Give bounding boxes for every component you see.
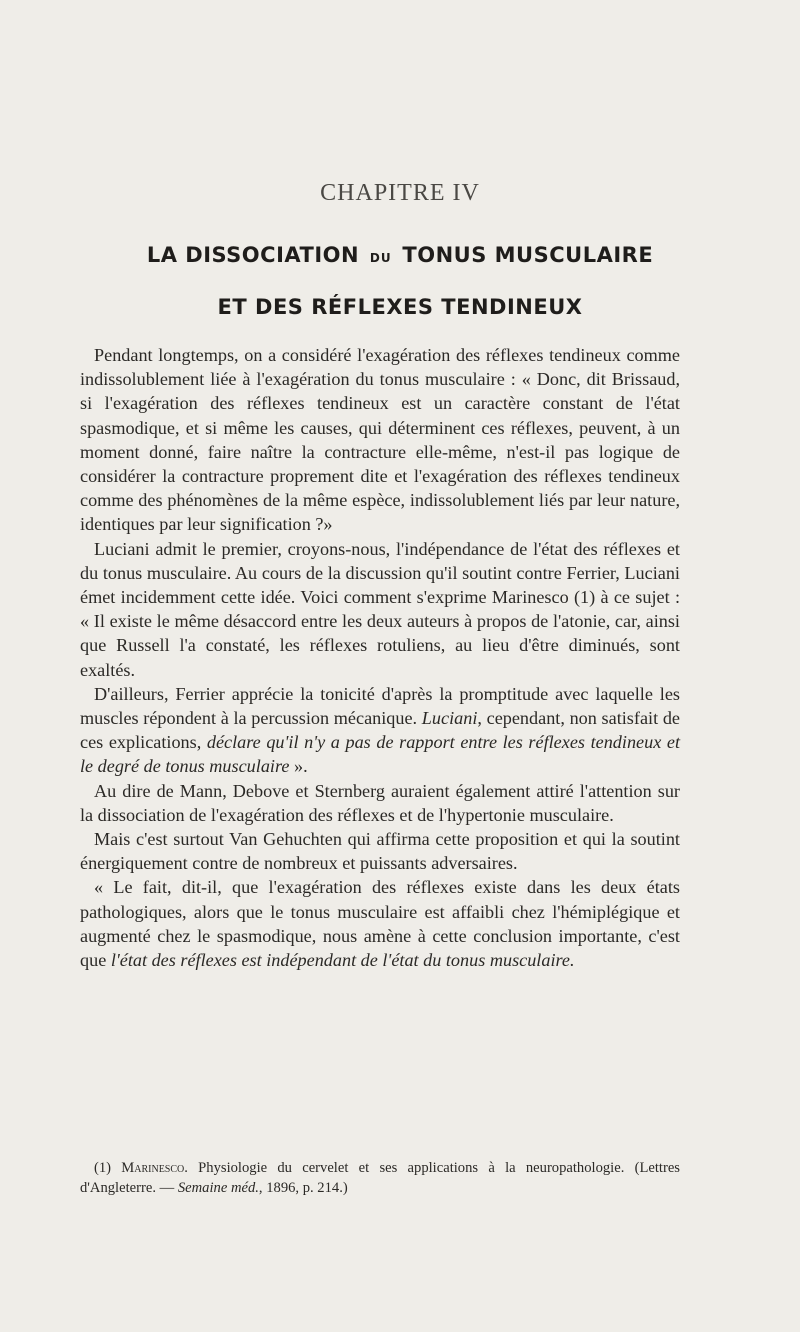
paragraph-3-italic-b: déclare qu'il n'y a pas de rapport entre les réflexes tendineux et le degré de tonus musculaire <box>80 732 681 777</box>
footnote-author: Marinesco <box>121 1160 185 1176</box>
paragraph-3-part-a: D'ailleurs, Ferrier apprécie la tonicité d'après la promptitude avec laquelle les muscles répondent à la percussion mécanique. <box>80 683 680 729</box>
paragraph-3-italic-a: Luciani <box>421 708 478 729</box>
paragraph-1: Pendant longtemps, on a considéré l'exagération des réflexes tendineux comme indissolublement liée à l'exagération du tonus musculaire : « Donc, dit Brissaud, si l'exagération des réflexes tendineux est un caractère constant de l'état spasmodique, et si même les causes, qui déterminent ces réflexes, peuvent, à un moment donné, faire naître la contracture elle-même, n'est-il pas logique de considérer la contracture proprement dite et l'exagération des réflexes tendineux comme des phénomènes de la même espèce, indissolublement liés par leur nature, identiques par leur signification ?» <box>80 345 680 535</box>
chapter-title-line-1 <box>0 243 800 267</box>
paragraph-5: Mais c'est surtout Van Gehuchten qui affirma cette proposition et qui la soutint énergiquement contre de nombreux et puissants adversaires. <box>80 829 680 874</box>
paragraph-3 <box>80 682 680 779</box>
paragraph-6-italic-a: l'état des réflexes est indépendant de l'état du tonus musculaire. <box>110 950 575 971</box>
body-text <box>80 343 680 972</box>
footnote-journal: Semaine méd. <box>177 1180 259 1196</box>
paragraph-3-part-b: , cependant, non satisfait de ces explications, <box>80 708 680 753</box>
paragraph-2: Luciani admit le premier, croyons-nous, l'indépendance de l'état des réflexes et du tonus musculaire. Au cours de la discussion qu'il soutint contre Ferrier, Luciani émet incidemment cette idée. Voici comment s'exprime Marinesco (1) à ce sujet : « Il existe le même désaccord entre les deux auteurs à propos de l'atonie, car, ainsi que Russell l'a constaté, les réflexes rotuliens, au lieu d'être diminués, sont exaltés. <box>80 538 680 680</box>
chapter-title-line-2: ET DES RÉFLEXES TENDINEUX <box>217 295 583 319</box>
paragraph-6-part-a: « Le fait, dit-il, que l'exagération des réflexes existe dans les deux états pathologiques, alors que le tonus musculaire est affaibli chez l'hémiplégique et augmenté chez le spasmodique, nous amène à cette conclusion importante, c'est que <box>80 877 680 971</box>
footnote-marker: (1) <box>94 1160 122 1176</box>
paragraph-3-part-c: ». <box>289 756 308 777</box>
paragraph-4: Au dire de Mann, Debove et Sternberg auraient également attiré l'attention sur la dissociation de l'exagération des réflexes et de l'hypertonie musculaire. <box>80 780 680 825</box>
footnote <box>80 1158 680 1198</box>
title-part-small: DU <box>369 251 392 265</box>
footnote-body: . Physiologie du cervelet et ses applications à la neuropathologie. (Lettres d'Angleterre. — <box>80 1160 680 1196</box>
paragraph-6 <box>80 875 680 972</box>
footnote-text <box>80 1158 680 1198</box>
chapter-heading: CHAPITRE IV <box>320 180 480 206</box>
title-part-a: LA DISSOCIATION <box>146 243 360 267</box>
footnote-ref: , 1896, p. 214.) <box>258 1180 348 1196</box>
title-part-b: TONUS MUSCULAIRE <box>402 243 654 267</box>
